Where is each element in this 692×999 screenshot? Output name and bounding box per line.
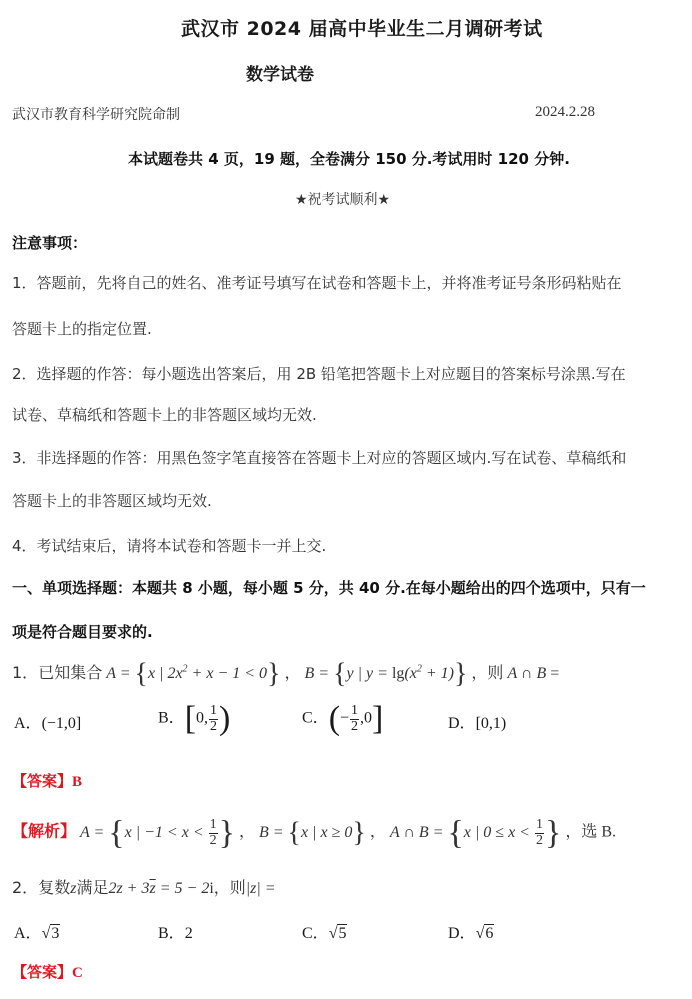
exam-wish: ★祝考试顺利★ (295, 192, 391, 208)
section-1-heading-line-1: 一、单项选择题：本题共 8 小题，每小题 5 分，共 40 分.在每小题给出的四个选项中，只有一 (12, 579, 646, 597)
exam-title: 武汉市 2024 届高中毕业生二月调研考试 (181, 18, 543, 40)
question-2-option-b: B．2 (158, 925, 193, 942)
question-2-answer (12, 961, 83, 982)
question-1-analysis: 【解析】 A = {x | −1 < x < $\frac{1}{2}$ } ， B = {x | x ≥ 0} ， A ∩ B = {x | 0 ≤ x < $\frac{1}{2}$ } ，选 B. (12, 814, 616, 851)
question-1-option-b: B．[0, $\frac{1}{2}$ ) (158, 700, 231, 737)
question-number: 1． (12, 663, 39, 682)
answer-value: C (72, 965, 83, 981)
note-3-line-1: 3．非选择题的作答：用黑色签字笔直接答在答题卡上对应的答题区域内.写在试卷、草稿纸和 (12, 449, 627, 467)
answer-tag: 【答案】 (12, 772, 73, 790)
notes-heading: 注意事项： (12, 234, 88, 252)
answer-value: B (72, 774, 83, 790)
set-a-expression: A = {x | $2x^2 + x - 1 < 0$} (106, 658, 281, 690)
question-2-stem: 2．复数z满足$2z + 3\overline{z} = 5 - 2i$，则|z| = (12, 878, 276, 897)
exam-summary: 本试题卷共 4 页，19 题，全卷满分 150 分.考试用时 120 分钟. (128, 150, 570, 168)
question-1-stem: 1．已知集合 A = {x | $2x^2 + x - 1 < 0$} ， B = {y | $y = \lg(x^2 + 1)$} ，则 A ∩ B = (12, 658, 560, 690)
note-1-line-2: 答题卡上的指定位置. (12, 320, 152, 338)
note-1-line-1: 1．答题前，先将自己的姓名、准考证号填写在试卷和答题卡上，并将准考证号条形码粘贴在 (12, 274, 622, 292)
question-1-option-a: A．(−1,0] (14, 715, 82, 732)
answer-tag: 【答案】 (12, 963, 73, 981)
question-1-answer (12, 770, 82, 791)
note-2-line-2: 试卷、草稿纸和答题卡上的非答题区域均无效. (12, 406, 317, 424)
question-number: 2． (12, 878, 39, 897)
note-4-line-1: 4．考试结束后，请将本试卷和答题卡一并上交. (12, 537, 327, 555)
question-2-option-c: C．√5 (302, 925, 347, 942)
exam-subject: 数学试卷 (246, 65, 314, 85)
question-2-option-d: D．√6 (448, 925, 494, 942)
exam-date: 2024.2.28 (535, 104, 595, 120)
question-stem-prefix: 已知集合 (38, 663, 103, 682)
analysis-tag: 【解析】 (12, 821, 77, 841)
note-3-line-2: 答题卡上的非答题区域均无效. (12, 492, 212, 510)
question-1-option-d: D．[0,1) (448, 715, 507, 732)
exam-issuer: 武汉市教育科学研究院命制 (12, 107, 180, 123)
section-1-heading-line-2: 项是符合题目要求的. (12, 623, 153, 641)
question-2-option-a: A．√3 (14, 925, 60, 942)
question-1-option-c: C．(− $\frac{1}{2}$ ,0] (302, 700, 384, 737)
set-b-expression: B = {y | $y = \lg(x^2 + 1)$} (304, 658, 468, 690)
note-2-line-1: 2．选择题的作答：每小题选出答案后，用 2B 铅笔把答题卡上对应题目的答案标号涂黑.写在 (12, 365, 626, 383)
